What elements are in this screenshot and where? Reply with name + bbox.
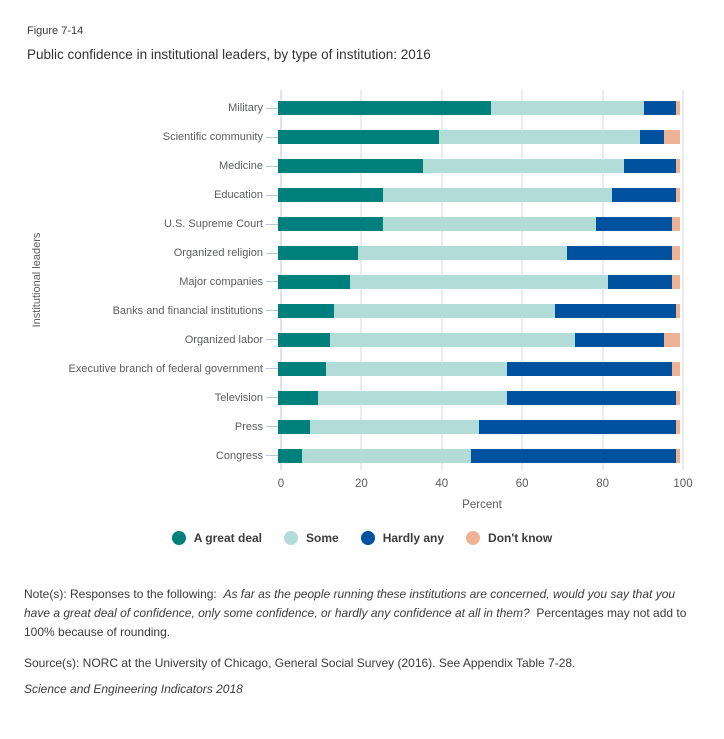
category-label: Medicine [218, 160, 263, 173]
bar-segment-don-t-know [676, 159, 680, 173]
bar-segment-a-great-deal [278, 362, 326, 376]
bar-track [278, 246, 680, 260]
category-label: Education [214, 189, 263, 202]
bar-segment-some [358, 246, 567, 260]
bar-segment-a-great-deal [278, 130, 439, 144]
bar-track [278, 159, 680, 173]
chart-row-organized-labor [0, 325, 683, 354]
x-axis-ticks [277, 478, 693, 492]
bar-track [278, 217, 680, 231]
chart-row-congress [0, 441, 683, 470]
y-tick [266, 108, 278, 109]
bar-segment-some [491, 101, 644, 115]
bar-segment-hardly-any [624, 159, 676, 173]
bar-segment-a-great-deal [278, 391, 318, 405]
figure-number: Figure 7-14 [27, 25, 84, 37]
x-tick-label-80: 80 [596, 478, 609, 490]
category-label: Banks and financial institutions [112, 304, 263, 317]
bar-segment-don-t-know [672, 275, 680, 289]
bar-track [278, 304, 680, 318]
category-label: U.S. Supreme Court [163, 218, 263, 231]
category-label: Scientific community [162, 131, 263, 144]
bar-segment-hardly-any [555, 304, 676, 318]
bar-segment-don-t-know [664, 333, 680, 347]
x-tick-label-40: 40 [435, 478, 449, 490]
bar-segment-a-great-deal [278, 159, 423, 173]
legend-label-a-great-deal: A great deal [193, 531, 262, 545]
y-tick [266, 310, 278, 311]
bar-segment-some [334, 304, 555, 318]
x-axis-title: Percent [462, 499, 502, 511]
bar-segment-some [302, 449, 471, 463]
bar-track [278, 449, 680, 463]
category-label: Organized religion [173, 247, 263, 260]
bar-segment-don-t-know [672, 362, 680, 376]
bar-segment-a-great-deal [278, 188, 383, 202]
legend-item-a-great-deal [172, 531, 262, 545]
notes-suffix: Percentages may not add to 100% because of rounding. [24, 605, 687, 639]
category-label: Television [214, 391, 263, 404]
bar-track [278, 188, 680, 202]
category-label: Congress [215, 449, 263, 462]
y-tick [266, 397, 278, 398]
legend-swatch-a-great-deal [172, 531, 186, 545]
chart-row-organized-religion [0, 239, 683, 268]
chart-row-scientific-community [0, 123, 683, 152]
bar-segment-don-t-know [676, 101, 680, 115]
bar-segment-don-t-know [664, 130, 680, 144]
bar-segment-a-great-deal [278, 420, 310, 434]
chart-row-press [0, 412, 683, 441]
category-label: Major companies [179, 275, 263, 288]
bar-segment-a-great-deal [278, 449, 302, 463]
publication-footer: Science and Engineering Indicators 2018 [24, 681, 243, 696]
y-tick [266, 137, 278, 138]
bar-segment-a-great-deal [278, 101, 491, 115]
chart-row-television [0, 383, 683, 412]
notes-survey-question: As far as the people running these institutions are concerned, would you say that you have a great deal of confidence, only some confidence, or hardly any confidence at all in them? [24, 587, 676, 620]
bar-segment-some [423, 159, 624, 173]
figure-page [0, 25, 724, 739]
bar-segment-don-t-know [676, 188, 680, 202]
bar-track [278, 130, 680, 144]
y-tick [266, 253, 278, 254]
bar-segment-a-great-deal [278, 217, 383, 231]
bar-segment-some [439, 130, 640, 144]
legend-label-hardly-any: Hardly any [382, 531, 445, 545]
bar-segment-hardly-any [479, 420, 676, 434]
y-axis-title: Institutional leaders [31, 232, 43, 328]
legend-item-some [284, 531, 339, 545]
notes-prefix: Note(s): Responses to the following: [24, 587, 224, 601]
bar-segment-don-t-know [672, 246, 680, 260]
chart-row-military [0, 94, 683, 123]
bar-track [278, 391, 680, 405]
bar-track [278, 101, 680, 115]
legend-item-hardly-any [361, 531, 444, 545]
y-tick [266, 426, 278, 427]
legend-label-don-t-know: Don't know [488, 531, 553, 545]
bar-segment-hardly-any [608, 275, 672, 289]
legend-item-don-t-know [466, 531, 552, 545]
bar-segment-hardly-any [507, 391, 676, 405]
category-label: Executive branch of federal government [68, 362, 263, 375]
bar-segment-don-t-know [676, 391, 680, 405]
bar-track [278, 333, 680, 347]
bar-segment-hardly-any [640, 130, 664, 144]
bar-track [278, 275, 680, 289]
stacked-bar-chart [0, 90, 724, 515]
y-tick [266, 368, 278, 369]
bar-segment-hardly-any [567, 246, 672, 260]
bar-segment-some [326, 362, 507, 376]
chart-row-banks-and-financial-institutions [0, 296, 683, 325]
bar-segment-a-great-deal [278, 275, 350, 289]
legend-swatch-hardly-any [361, 531, 375, 545]
bar-segment-some [350, 275, 607, 289]
bar-segment-don-t-know [672, 217, 680, 231]
x-tick-label-100: 100 [673, 478, 693, 490]
bar-segment-hardly-any [507, 362, 672, 376]
bar-segment-a-great-deal [278, 246, 358, 260]
bar-segment-hardly-any [596, 217, 672, 231]
bar-segment-hardly-any [471, 449, 676, 463]
bar-segment-don-t-know [676, 304, 680, 318]
x-tick-label-60: 60 [515, 478, 529, 490]
category-label: Press [234, 420, 263, 433]
legend-swatch-some [284, 531, 298, 545]
bar-segment-don-t-know [676, 420, 680, 434]
bar-segment-some [330, 333, 575, 347]
legend [0, 531, 724, 545]
figure-title: Public confidence in institutional leaders, by type of institution: 2016 [27, 47, 431, 62]
y-tick [266, 166, 278, 167]
notes [24, 585, 702, 642]
bar-segment-hardly-any [644, 101, 676, 115]
y-tick [266, 224, 278, 225]
legend-swatch-don-t-know [466, 531, 480, 545]
chart-row-education [0, 181, 683, 210]
legend-label-some: Some [306, 531, 339, 545]
bar-segment-some [383, 217, 596, 231]
bar-track [278, 420, 680, 434]
bar-rows [0, 94, 683, 470]
x-tick-label-0: 0 [277, 478, 285, 490]
bar-segment-a-great-deal [278, 304, 334, 318]
x-tick-label-20: 20 [354, 478, 368, 490]
chart-row-u-s-supreme-court [0, 210, 683, 239]
category-label: Organized labor [184, 333, 263, 346]
y-tick [266, 339, 278, 340]
bar-track [278, 362, 680, 376]
bar-segment-some [383, 188, 612, 202]
bar-segment-hardly-any [575, 333, 663, 347]
chart-row-major-companies [0, 268, 683, 297]
chart-row-medicine [0, 152, 683, 181]
source-line: Source(s): NORC at the University of Chicago, General Social Survey (2016). See Appendix Table 7-28. [24, 655, 576, 670]
bar-segment-hardly-any [612, 188, 676, 202]
bar-segment-a-great-deal [278, 333, 330, 347]
chart-row-executive-branch-of-federal-government [0, 354, 683, 383]
category-label: Military [228, 102, 263, 115]
y-tick [266, 455, 278, 456]
bar-segment-some [318, 391, 507, 405]
y-tick [266, 281, 278, 282]
y-tick [266, 195, 278, 196]
bar-segment-don-t-know [676, 449, 680, 463]
bar-segment-some [310, 420, 479, 434]
